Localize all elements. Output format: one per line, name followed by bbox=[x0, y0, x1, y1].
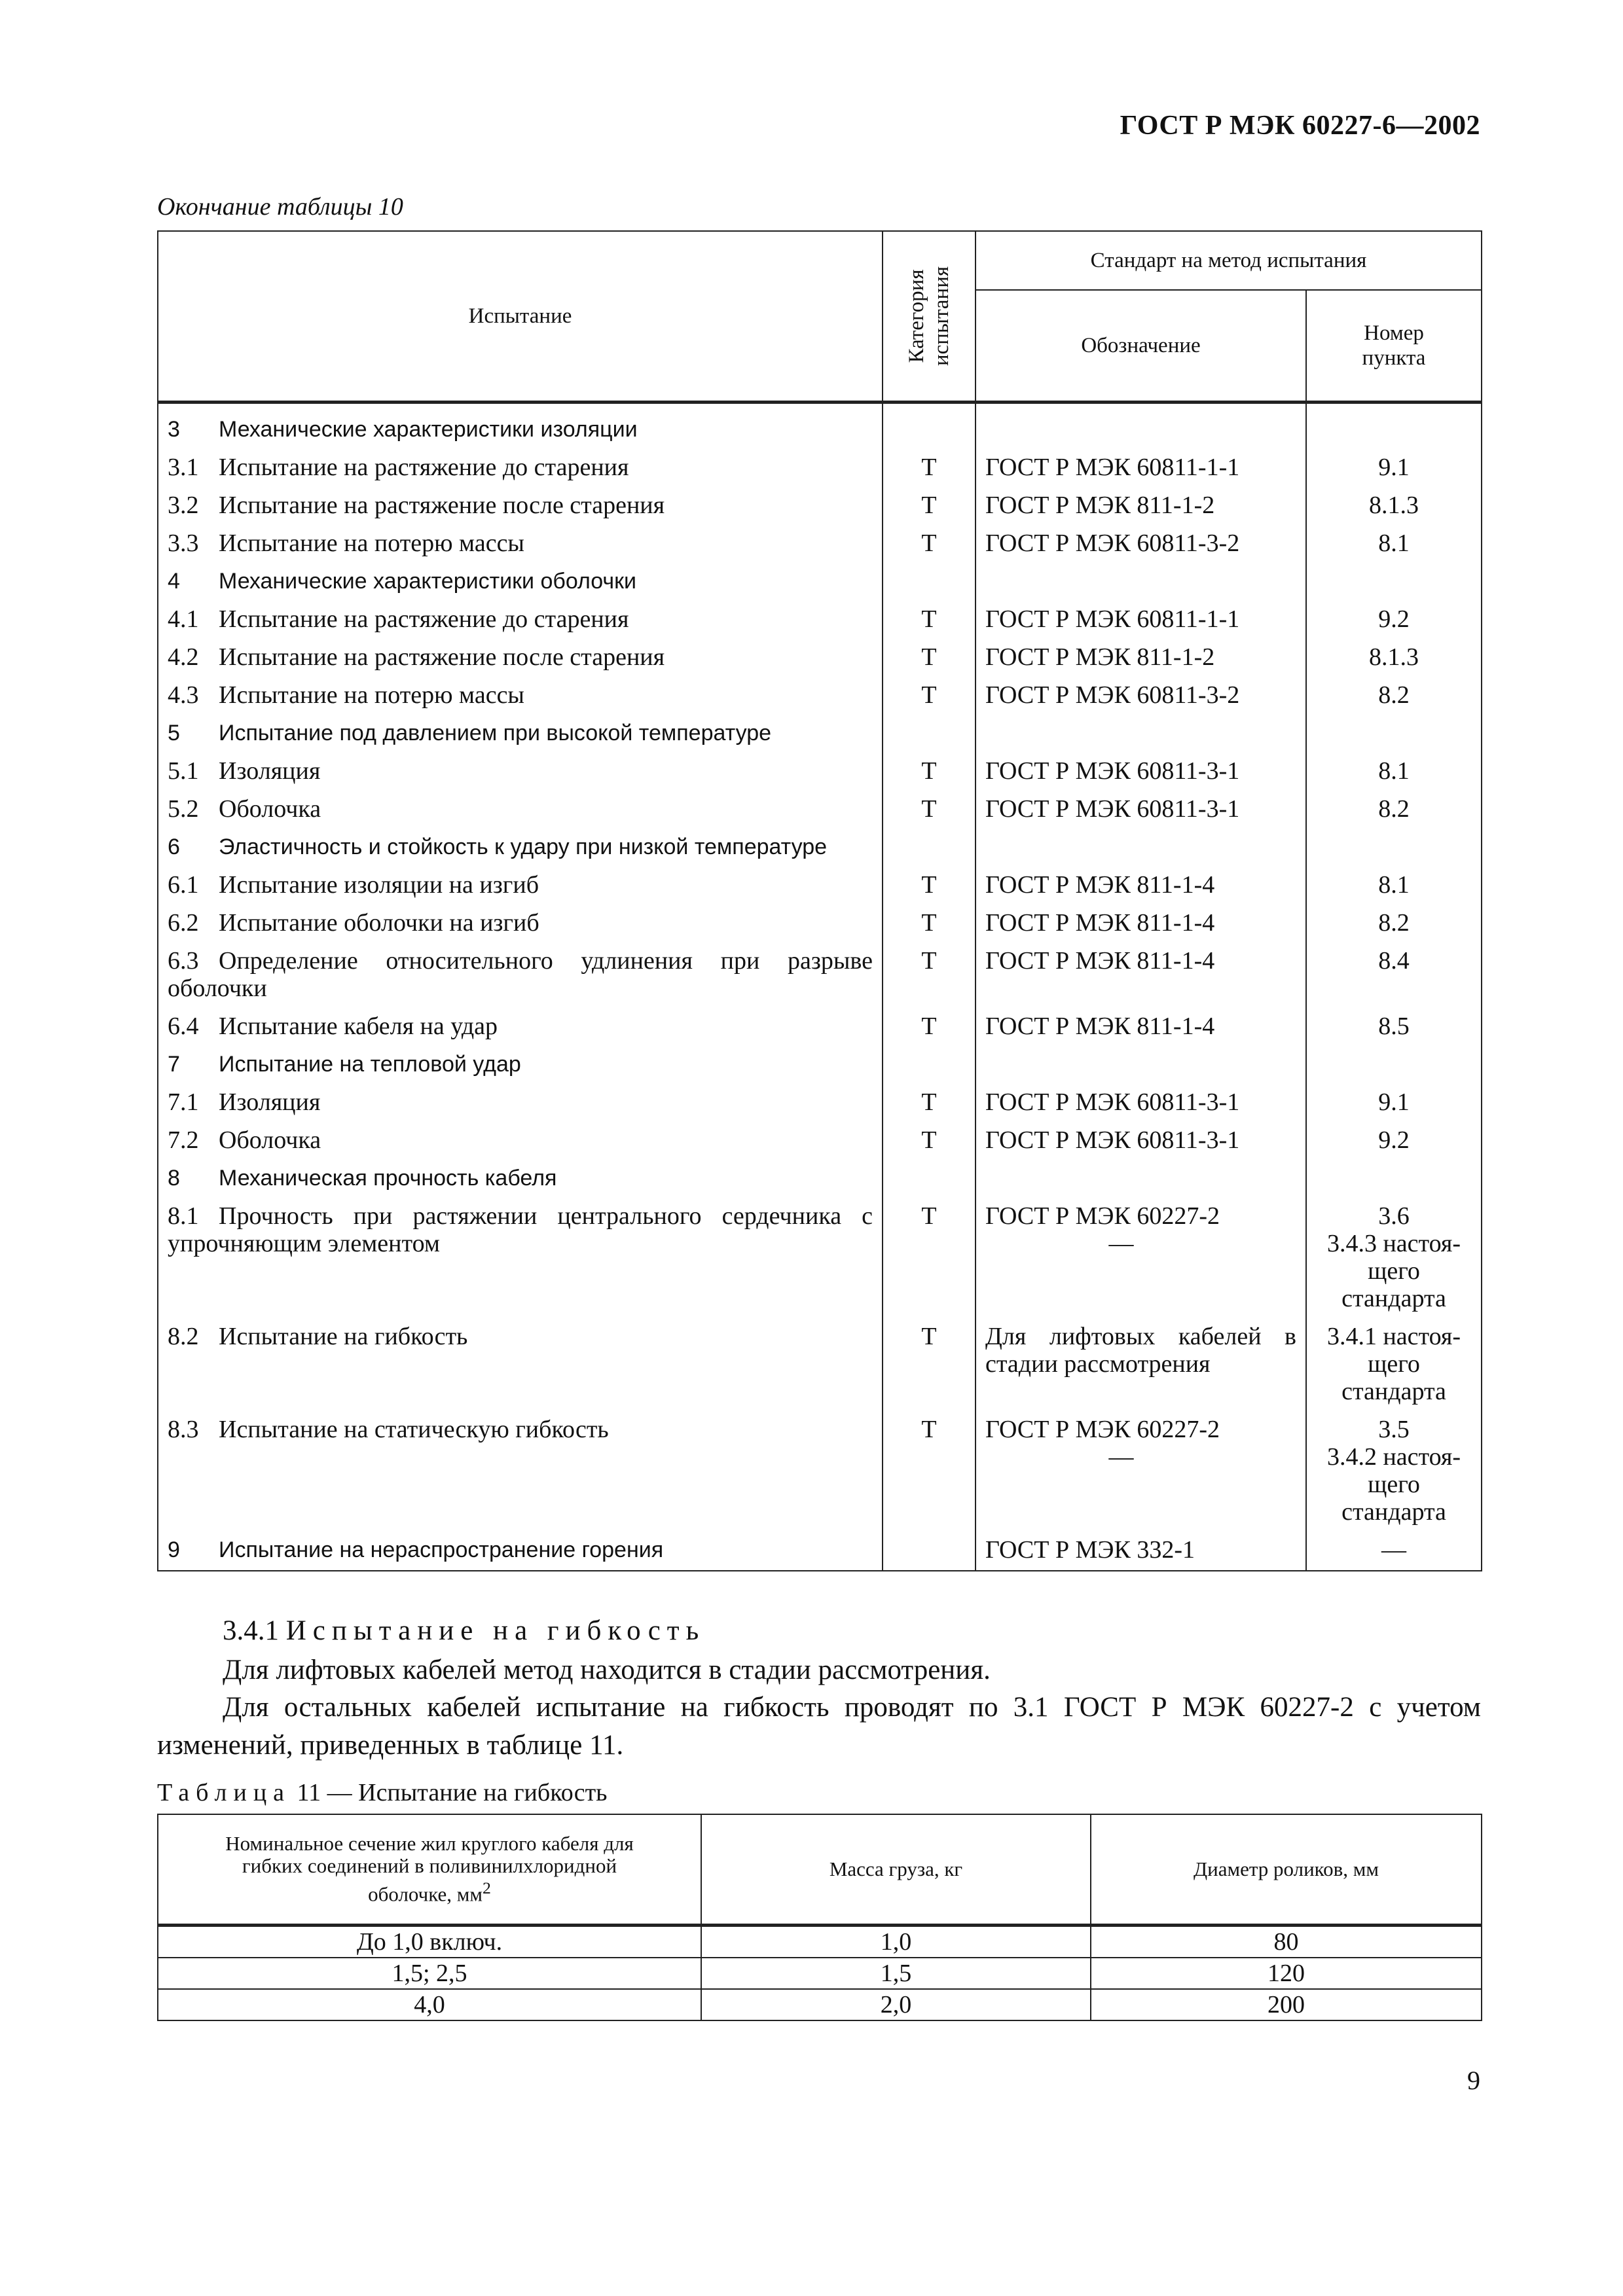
header-cross-section-unit: оболочке, мм bbox=[368, 1882, 483, 1906]
test-name: Испытание на растяжение после старения bbox=[219, 643, 665, 671]
standard-designation: ГОСТ Р МЭК 332-1 bbox=[985, 1536, 1195, 1564]
test-name: Оболочка bbox=[219, 795, 321, 823]
clause-number: 8.2 bbox=[1378, 795, 1410, 823]
standard-cell bbox=[976, 714, 1306, 752]
clause-number: 8.1 bbox=[1378, 757, 1410, 785]
test-category: Т bbox=[883, 676, 976, 714]
test-category: Т bbox=[883, 638, 976, 676]
diameter-cell: 80 bbox=[1091, 1926, 1482, 1958]
table-10-body bbox=[158, 403, 1482, 1571]
clause-number: щего bbox=[1368, 1350, 1420, 1378]
test-name-cell bbox=[158, 1045, 883, 1083]
table-row bbox=[158, 1045, 1482, 1083]
test-number: 6.3 bbox=[168, 947, 199, 975]
standard-cell bbox=[976, 403, 1306, 449]
clause-cell bbox=[1306, 600, 1482, 638]
clause-cell bbox=[1306, 752, 1482, 790]
clause-number: 9.1 bbox=[1378, 1088, 1410, 1116]
clause-cell bbox=[1306, 486, 1482, 524]
test-number: 5.1 bbox=[168, 757, 199, 785]
standard-cell bbox=[976, 600, 1306, 638]
test-name-cell bbox=[158, 638, 883, 676]
test-name: Испытание на потерю массы bbox=[219, 681, 524, 709]
test-category bbox=[883, 562, 976, 600]
test-category: Т bbox=[883, 1121, 976, 1159]
section-341-para1: Для лифтовых кабелей метод находится в стадии рассмотрения. bbox=[223, 1655, 991, 1685]
test-number: 4.1 bbox=[168, 605, 199, 633]
section-cell: 1,5; 2,5 bbox=[158, 1958, 701, 1989]
standard-designation: ГОСТ Р МЭК 60811-3-2 bbox=[985, 681, 1240, 709]
standard-designation: ГОСТ Р МЭК 60811-3-1 bbox=[985, 757, 1240, 785]
header-clause bbox=[1306, 290, 1482, 403]
clause-number: 8.2 bbox=[1378, 681, 1410, 709]
clause-cell bbox=[1306, 714, 1482, 752]
test-name-cell bbox=[158, 1318, 883, 1410]
table-row bbox=[158, 1958, 1482, 1989]
standard-cell bbox=[976, 676, 1306, 714]
test-name: Механические характеристики изоляции bbox=[219, 417, 638, 442]
standard-cell bbox=[976, 448, 1306, 486]
mass-cell: 2,0 bbox=[701, 1989, 1091, 2020]
standard-cell bbox=[976, 562, 1306, 600]
header-cross-section-sup: 2 bbox=[482, 1878, 491, 1898]
test-category bbox=[883, 714, 976, 752]
test-name-cell bbox=[158, 1121, 883, 1159]
table-row bbox=[158, 1197, 1482, 1318]
test-number: 6.2 bbox=[168, 909, 199, 937]
table-row bbox=[158, 638, 1482, 676]
standard-cell bbox=[976, 942, 1306, 1007]
clause-number: 9.1 bbox=[1378, 454, 1410, 481]
diameter-cell: 120 bbox=[1091, 1958, 1482, 1989]
standard-designation: ГОСТ Р МЭК 811-1-4 bbox=[985, 947, 1215, 975]
clause-number: 3.4.3 настоя- bbox=[1326, 1230, 1461, 1257]
clause-number: 3.5 bbox=[1378, 1416, 1410, 1443]
test-number: 5.2 bbox=[168, 795, 199, 823]
clause-cell bbox=[1306, 904, 1482, 942]
table-row bbox=[158, 752, 1482, 790]
test-category: Т bbox=[883, 600, 976, 638]
clause-cell bbox=[1306, 942, 1482, 1007]
clause-number: 8.4 bbox=[1378, 947, 1410, 975]
test-number: 7.1 bbox=[168, 1088, 199, 1116]
standard-cell bbox=[976, 486, 1306, 524]
header-test: Испытание bbox=[158, 231, 883, 403]
test-number: 5 bbox=[168, 721, 180, 745]
clause-cell bbox=[1306, 524, 1482, 562]
clause-cell bbox=[1306, 1318, 1482, 1410]
test-name: Определение относительного удлинения при разрыве оболочки bbox=[168, 947, 873, 1002]
standard-cell bbox=[976, 524, 1306, 562]
test-number: 3.2 bbox=[168, 492, 199, 519]
standard-designation: ГОСТ Р МЭК 60811-1-1 bbox=[985, 454, 1240, 481]
standard-designation: ГОСТ Р МЭК 811-1-4 bbox=[985, 871, 1215, 899]
test-category bbox=[883, 1531, 976, 1571]
test-number: 4.3 bbox=[168, 681, 199, 709]
test-name-cell bbox=[158, 1007, 883, 1045]
clause-cell bbox=[1306, 676, 1482, 714]
section-341-number: 3.4.1 bbox=[223, 1615, 279, 1646]
clause-number: 8.1 bbox=[1378, 529, 1410, 557]
clause-number: 8.5 bbox=[1378, 1013, 1410, 1040]
clause-number: 3.4.2 настоя- bbox=[1326, 1443, 1461, 1471]
test-number: 8.3 bbox=[168, 1416, 199, 1443]
header-cross-section bbox=[158, 1814, 701, 1926]
standard-designation: Для лифтовых кабелей в стадии рассмотрения bbox=[985, 1323, 1296, 1378]
table-row bbox=[158, 1410, 1482, 1531]
standard-designation: ГОСТ Р МЭК 60811-3-1 bbox=[985, 795, 1240, 823]
standard-designation: ГОСТ Р МЭК 60227-2 bbox=[985, 1202, 1220, 1230]
header-category-line1: Категория bbox=[905, 269, 928, 363]
test-name: Испытание на растяжение до старения bbox=[219, 605, 629, 633]
table-10 bbox=[157, 230, 1482, 1571]
clause-cell bbox=[1306, 1531, 1482, 1571]
clause-cell bbox=[1306, 638, 1482, 676]
test-name: Испытание кабеля на удар bbox=[219, 1013, 498, 1040]
standard-cell bbox=[976, 1410, 1306, 1531]
test-number: 8 bbox=[168, 1166, 180, 1191]
clause-number: стандарта bbox=[1341, 1378, 1446, 1405]
table-10-caption: Окончание таблицы 10 bbox=[157, 193, 403, 221]
section-341-para2: Для остальных кабелей испытание на гибкость проводят по 3.1 ГОСТ Р МЭК 60227-2 с учетом изменений, приведенных в таблице 11. bbox=[157, 1692, 1481, 1761]
standard-cell bbox=[976, 1197, 1306, 1318]
test-number: 3.1 bbox=[168, 454, 199, 481]
test-name-cell bbox=[158, 1531, 883, 1571]
test-name-cell bbox=[158, 790, 883, 828]
table-11-caption-text: 11 — Испытание на гибкость bbox=[297, 1779, 608, 1806]
standard-designation: ГОСТ Р МЭК 811-1-2 bbox=[985, 492, 1215, 519]
test-name: Эластичность и стойкость к удару при низкой температуре bbox=[219, 834, 828, 859]
test-category bbox=[883, 403, 976, 449]
test-category: Т bbox=[883, 1197, 976, 1318]
header-cross-section-line1: Номинальное сечение жил круглого кабеля для bbox=[225, 1832, 634, 1856]
test-category: Т bbox=[883, 524, 976, 562]
test-name: Испытание на статическую гибкость bbox=[219, 1416, 609, 1443]
test-name-cell bbox=[158, 676, 883, 714]
standard-cell bbox=[976, 866, 1306, 904]
section-cell: До 1,0 включ. bbox=[158, 1926, 701, 1958]
table-row bbox=[158, 790, 1482, 828]
header-category-line2: испытания bbox=[930, 266, 953, 367]
table-row bbox=[158, 866, 1482, 904]
test-name-cell bbox=[158, 524, 883, 562]
standard-cell bbox=[976, 1318, 1306, 1410]
test-number: 3 bbox=[168, 417, 180, 442]
test-name: Испытание на растяжение после старения bbox=[219, 492, 665, 519]
standard-cell bbox=[976, 790, 1306, 828]
test-category: Т bbox=[883, 486, 976, 524]
header-clause-line1: Номер bbox=[1364, 321, 1424, 345]
clause-number: — bbox=[1381, 1536, 1406, 1564]
table-11 bbox=[157, 1814, 1482, 2021]
test-category: Т bbox=[883, 1410, 976, 1531]
test-category: Т bbox=[883, 942, 976, 1007]
table-row bbox=[158, 1989, 1482, 2020]
table-row bbox=[158, 1007, 1482, 1045]
clause-number: 3.6 bbox=[1378, 1202, 1410, 1230]
clause-cell bbox=[1306, 448, 1482, 486]
diameter-cell: 200 bbox=[1091, 1989, 1482, 2020]
test-number: 6 bbox=[168, 834, 180, 859]
header-category bbox=[883, 231, 976, 403]
clause-number: 3.4.1 настоя- bbox=[1326, 1323, 1461, 1350]
table-11-caption-label: Таблица bbox=[157, 1779, 291, 1806]
test-name-cell bbox=[158, 1410, 883, 1531]
clause-number: 8.1.3 bbox=[1369, 492, 1419, 519]
test-name: Изоляция bbox=[219, 757, 321, 785]
test-name-cell bbox=[158, 942, 883, 1007]
test-name: Испытание изоляции на изгиб bbox=[219, 871, 539, 899]
standard-cell bbox=[976, 1083, 1306, 1121]
standard-designation: ГОСТ Р МЭК 811-1-2 bbox=[985, 643, 1215, 671]
table-row bbox=[158, 1083, 1482, 1121]
test-number: 7 bbox=[168, 1052, 180, 1077]
clause-cell bbox=[1306, 1083, 1482, 1121]
test-category bbox=[883, 1045, 976, 1083]
test-category: Т bbox=[883, 904, 976, 942]
standard-cell bbox=[976, 1121, 1306, 1159]
section-cell: 4,0 bbox=[158, 1989, 701, 2020]
table-row bbox=[158, 524, 1482, 562]
table-row bbox=[158, 1121, 1482, 1159]
standard-designation: ГОСТ Р МЭК 60227-2 bbox=[985, 1416, 1220, 1443]
table-row bbox=[158, 1318, 1482, 1410]
table-row bbox=[158, 676, 1482, 714]
test-name: Испытание оболочки на изгиб bbox=[219, 909, 539, 937]
test-number: 4 bbox=[168, 569, 180, 594]
test-category: Т bbox=[883, 448, 976, 486]
test-number: 8.1 bbox=[168, 1202, 199, 1230]
test-name-cell bbox=[158, 752, 883, 790]
table-row bbox=[158, 486, 1482, 524]
test-name-cell bbox=[158, 1083, 883, 1121]
test-name-cell bbox=[158, 403, 883, 449]
header-standard: Стандарт на метод испытания bbox=[976, 231, 1482, 290]
clause-cell bbox=[1306, 1410, 1482, 1531]
clause-cell bbox=[1306, 1159, 1482, 1197]
standard-cell bbox=[976, 828, 1306, 866]
standard-designation: — bbox=[1108, 1230, 1134, 1257]
standard-designation: ГОСТ Р МЭК 60811-3-1 bbox=[985, 1088, 1240, 1116]
test-name-cell bbox=[158, 448, 883, 486]
clause-cell bbox=[1306, 1121, 1482, 1159]
test-number: 7.2 bbox=[168, 1126, 199, 1154]
standard-designation: ГОСТ Р МЭК 60811-3-2 bbox=[985, 529, 1240, 557]
test-number: 9 bbox=[168, 1537, 180, 1562]
test-name: Механические характеристики оболочки bbox=[219, 569, 636, 594]
test-name: Испытание на гибкость bbox=[219, 1323, 468, 1350]
test-category: Т bbox=[883, 1318, 976, 1410]
clause-number: 9.2 bbox=[1378, 1126, 1410, 1154]
clause-cell bbox=[1306, 403, 1482, 449]
clause-cell bbox=[1306, 790, 1482, 828]
standard-cell bbox=[976, 1007, 1306, 1045]
clause-number: щего bbox=[1368, 1471, 1420, 1498]
table-row bbox=[158, 1926, 1482, 1958]
header-mass: Масса груза, кг bbox=[701, 1814, 1091, 1926]
table-row bbox=[158, 1159, 1482, 1197]
header-cross-section-line2: гибких соединений в поливинилхлоридной bbox=[242, 1854, 617, 1878]
standard-designation: ГОСТ Р МЭК 811-1-4 bbox=[985, 909, 1215, 937]
table-row bbox=[158, 714, 1482, 752]
test-name-cell bbox=[158, 904, 883, 942]
test-name-cell bbox=[158, 562, 883, 600]
section-341-title: Испытание на гибкость bbox=[285, 1615, 706, 1646]
standard-designation: ГОСТ Р МЭК 60811-3-1 bbox=[985, 1126, 1240, 1154]
standard-cell bbox=[976, 1159, 1306, 1197]
test-name: Испытание на нераспространение горения bbox=[219, 1537, 664, 1562]
test-name: Испытание на растяжение до старения bbox=[219, 454, 629, 481]
test-category bbox=[883, 828, 976, 866]
standard-cell bbox=[976, 1045, 1306, 1083]
test-name: Испытание под давлением при высокой температуре bbox=[219, 721, 772, 745]
test-category: Т bbox=[883, 790, 976, 828]
section-341-heading bbox=[157, 1612, 1481, 1650]
clause-number: 8.1 bbox=[1378, 871, 1410, 899]
standard-cell bbox=[976, 1531, 1306, 1571]
clause-cell bbox=[1306, 828, 1482, 866]
test-name: Испытание на тепловой удар bbox=[219, 1052, 521, 1077]
clause-number: стандарта bbox=[1341, 1498, 1446, 1526]
standard-cell bbox=[976, 752, 1306, 790]
test-name: Оболочка bbox=[219, 1126, 321, 1154]
page-number: 9 bbox=[1467, 2066, 1480, 2095]
clause-number: 9.2 bbox=[1378, 605, 1410, 633]
header-clause-line2: пункта bbox=[1362, 346, 1426, 370]
table-11-body bbox=[158, 1926, 1482, 2021]
test-number: 6.1 bbox=[168, 871, 199, 899]
standard-cell bbox=[976, 904, 1306, 942]
test-name: Испытание на потерю массы bbox=[219, 529, 524, 557]
standard-designation: — bbox=[1108, 1443, 1134, 1471]
test-number: 8.2 bbox=[168, 1323, 199, 1350]
table-row bbox=[158, 403, 1482, 449]
header-cross-section-line3 bbox=[168, 1877, 691, 1905]
clause-number: 8.2 bbox=[1378, 909, 1410, 937]
test-name-cell bbox=[158, 714, 883, 752]
clause-cell bbox=[1306, 1007, 1482, 1045]
mass-cell: 1,5 bbox=[701, 1958, 1091, 1989]
test-name-cell bbox=[158, 600, 883, 638]
test-category: Т bbox=[883, 866, 976, 904]
test-name-cell bbox=[158, 828, 883, 866]
test-name-cell bbox=[158, 1197, 883, 1318]
standard-designation: ГОСТ Р МЭК 811-1-4 bbox=[985, 1013, 1215, 1040]
test-name-cell bbox=[158, 1159, 883, 1197]
clause-number: стандарта bbox=[1341, 1285, 1446, 1312]
mass-cell: 1,0 bbox=[701, 1926, 1091, 1958]
test-category: Т bbox=[883, 1083, 976, 1121]
test-name-cell bbox=[158, 486, 883, 524]
table-row bbox=[158, 1531, 1482, 1571]
test-category: Т bbox=[883, 1007, 976, 1045]
standard-cell bbox=[976, 638, 1306, 676]
clause-cell bbox=[1306, 1045, 1482, 1083]
header-diameter: Диаметр роликов, мм bbox=[1091, 1814, 1482, 1926]
document-code: ГОСТ Р МЭК 60227-6—2002 bbox=[1120, 111, 1480, 141]
test-number: 4.2 bbox=[168, 643, 199, 671]
test-name: Прочность при растяжении центрального сердечника с упрочняющим элементом bbox=[168, 1202, 873, 1257]
test-number: 3.3 bbox=[168, 529, 199, 557]
clause-cell bbox=[1306, 1197, 1482, 1318]
test-name: Механическая прочность кабеля bbox=[219, 1166, 557, 1191]
test-name-cell bbox=[158, 866, 883, 904]
test-name: Изоляция bbox=[219, 1088, 321, 1116]
table-11-caption bbox=[157, 1778, 608, 1807]
header-designation: Обозначение bbox=[976, 290, 1306, 403]
table-row bbox=[158, 448, 1482, 486]
test-category bbox=[883, 1159, 976, 1197]
clause-cell bbox=[1306, 562, 1482, 600]
clause-number: щего bbox=[1368, 1257, 1420, 1285]
standard-designation: ГОСТ Р МЭК 60811-1-1 bbox=[985, 605, 1240, 633]
table-row bbox=[158, 904, 1482, 942]
test-category: Т bbox=[883, 752, 976, 790]
test-number: 6.4 bbox=[168, 1013, 199, 1040]
clause-number: 8.1.3 bbox=[1369, 643, 1419, 671]
clause-cell bbox=[1306, 866, 1482, 904]
table-row bbox=[158, 600, 1482, 638]
table-row bbox=[158, 942, 1482, 1007]
table-row bbox=[158, 828, 1482, 866]
table-row bbox=[158, 562, 1482, 600]
